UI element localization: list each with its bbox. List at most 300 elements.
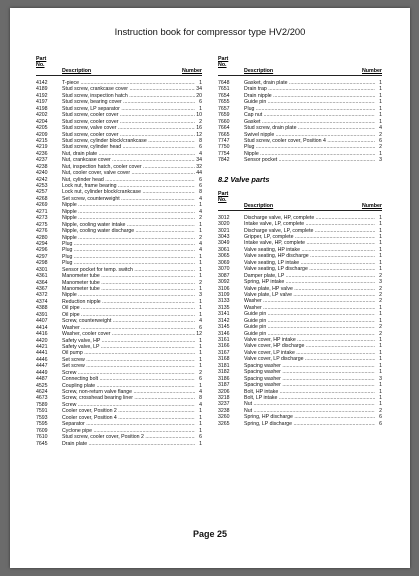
part-number: 4367: [36, 286, 48, 292]
part-description: Set screw .....: [62, 363, 195, 369]
part-number: 7595: [36, 421, 48, 428]
part-number: 4372: [36, 292, 48, 299]
part-quantity: 1: [379, 80, 382, 86]
part-number: 4273: [36, 215, 48, 222]
part-description: Plug .....: [244, 144, 375, 150]
part-number: 4142: [36, 80, 48, 86]
part-number: 4198: [36, 105, 48, 112]
document-page: [10, 8, 410, 568]
part-description: Connecting bolt .....: [62, 376, 195, 382]
part-description: Stud screw, cylinder block/crankcase .....: [62, 138, 195, 144]
part-description: Valve cover, LP discharge .....: [244, 356, 375, 362]
part-number: 4192: [36, 92, 48, 99]
header-description: Description: [244, 202, 274, 209]
part-number: 4268: [36, 195, 48, 202]
part-quantity: 2: [379, 285, 382, 292]
part-description: Stud screw, cooler cover, Position 4 .....: [244, 138, 375, 144]
part-number: 3206: [218, 388, 230, 395]
part-quantity: 1: [199, 337, 202, 344]
part-number: 4240: [36, 170, 48, 177]
section-title: 8.2 Valve parts: [218, 174, 270, 184]
part-number: 4420: [36, 337, 48, 344]
part-quantity: 8: [199, 137, 202, 144]
part-number: 4276: [36, 228, 48, 235]
part-quantity: 1: [379, 304, 382, 311]
part-description: Valve plate, HP valve .....: [244, 286, 375, 292]
part-number: 4374: [36, 298, 48, 305]
part-quantity: 1: [379, 214, 382, 221]
part-number: 3237: [218, 401, 230, 408]
part-quantity: 6: [199, 144, 202, 151]
part-number: 4215: [36, 137, 48, 144]
part-quantity: 1: [379, 234, 382, 240]
part-number: 3168: [218, 356, 230, 363]
parts-column-left: [36, 56, 202, 447]
part-description: Cooler cover, Position 4 .....: [62, 415, 195, 421]
part-quantity: 32: [196, 163, 202, 170]
part-quantity: 1: [379, 92, 382, 99]
parts-list-right: [218, 80, 382, 164]
part-description: Manometer tube .....: [62, 273, 195, 279]
header-description: Description: [62, 68, 92, 74]
part-description: Nipple .....: [244, 151, 375, 157]
parts-list-left: [36, 80, 202, 447]
part-quantity: 2: [379, 407, 382, 414]
part-description: Washer, cooler cover .....: [62, 331, 195, 337]
part-number: 7609: [36, 427, 48, 434]
part-description: Valve plate, LP valve .....: [244, 292, 375, 298]
page-title: Instruction book for compressor type HV2/200: [114, 26, 306, 37]
part-description: T-piece .....: [62, 80, 195, 86]
part-quantity: 1: [379, 253, 382, 260]
part-quantity: 1: [199, 260, 202, 267]
part-description: Guide pin .....: [244, 331, 375, 337]
part-description: Drain nipple .....: [244, 93, 375, 99]
part-quantity: 1: [379, 227, 382, 234]
part-description: Nut, crankcase cover .....: [62, 157, 195, 163]
part-number: 3187: [218, 382, 230, 389]
part-number: 3181: [218, 362, 230, 369]
part-description: Stud screw, drain plate .....: [244, 125, 375, 131]
part-number: 3167: [218, 349, 230, 356]
part-description: Bolt, LP intake .....: [244, 395, 375, 401]
part-number: 4391: [36, 311, 48, 318]
header-part-no: Part No.: [218, 190, 229, 203]
part-number: 7665: [218, 131, 230, 138]
part-number: 7589: [36, 401, 48, 408]
part-number: 4297: [36, 253, 48, 260]
part-description: Oil pump .....: [62, 350, 195, 356]
part-description: Guide pin .....: [244, 311, 375, 317]
part-description: Valve seating, HP intake .....: [244, 247, 375, 253]
part-quantity: 3: [379, 279, 382, 286]
part-quantity: 2: [379, 298, 382, 305]
part-quantity: 4: [199, 389, 202, 395]
part-quantity: 6: [379, 420, 382, 427]
part-description: Screw, crosshead bearing liner .....: [62, 395, 195, 401]
part-description: Stud screw, cylinder head .....: [62, 144, 195, 150]
part-number: 3218: [218, 394, 230, 401]
part-quantity: 2: [379, 144, 382, 151]
part-description: Stud screw, LP separator .....: [62, 106, 195, 112]
part-quantity: 1: [379, 150, 382, 157]
part-number: 4219: [36, 144, 48, 151]
part-number: 4487: [36, 376, 48, 383]
part-number: 3087: [218, 272, 230, 279]
part-quantity: 1: [199, 228, 202, 235]
part-quantity: 1: [199, 80, 202, 86]
part-number: 7754: [218, 150, 230, 157]
part-description: Discharge valve, LP, complete .....: [244, 228, 375, 234]
part-number: 4296: [36, 247, 48, 254]
part-number: 3061: [218, 246, 230, 253]
part-quantity: 1: [379, 388, 382, 395]
part-description: Gripper, LP, complete .....: [244, 234, 375, 240]
part-quantity: 1: [199, 266, 202, 273]
part-number: 4197: [36, 99, 48, 106]
part-number: 3141: [218, 311, 230, 318]
part-number: 3265: [218, 420, 230, 427]
part-number: 3145: [218, 324, 230, 331]
part-number: 4414: [36, 324, 48, 331]
part-quantity: 4: [199, 195, 202, 202]
part-number: 7660: [218, 118, 230, 125]
part-description: Coupling plate .....: [62, 383, 195, 389]
part-description: Nut, drain plate .....: [62, 151, 195, 157]
part-description: Washer .....: [244, 305, 375, 311]
part-number: 7655: [218, 99, 230, 106]
part-quantity: 1: [199, 298, 202, 305]
part-number: 4204: [36, 118, 48, 125]
part-description: Plug .....: [62, 254, 195, 260]
part-description: Washer .....: [62, 325, 195, 331]
part-description: Nipple .....: [62, 209, 195, 215]
part-number: 4275: [36, 221, 48, 228]
part-number: 4209: [36, 131, 48, 138]
part-number: 3146: [218, 330, 230, 337]
part-quantity: 1: [379, 311, 382, 318]
part-number: 4673: [36, 395, 48, 402]
part-quantity: 3: [199, 292, 202, 299]
part-description: Nipple .....: [62, 292, 195, 298]
part-quantity: 8: [199, 395, 202, 402]
header-description: Description: [244, 68, 274, 74]
part-description: Stud screw, inspection hatch .....: [62, 93, 195, 99]
part-number: 4269: [36, 202, 48, 209]
part-description: Set screw .....: [62, 357, 195, 363]
part-quantity: 1: [379, 349, 382, 356]
part-number: 3109: [218, 291, 230, 298]
part-quantity: 1: [379, 343, 382, 350]
part-quantity: 1: [379, 394, 382, 401]
part-description: Spring, LP discharge .....: [244, 421, 375, 427]
part-quantity: 1: [379, 362, 382, 369]
part-number: 4446: [36, 356, 48, 363]
part-description: Swivel nipple .....: [244, 132, 375, 138]
part-quantity: 1: [199, 221, 202, 228]
page-number: Page 25: [192, 529, 228, 539]
part-quantity: 4: [199, 208, 202, 215]
part-description: Drain plate .....: [62, 441, 195, 447]
part-number: 3069: [218, 259, 230, 266]
part-description: Valve cover, HP discharge .....: [244, 343, 375, 349]
part-description: Spring, HP intake .....: [244, 279, 375, 285]
part-number: 3065: [218, 253, 230, 260]
parts-row: [218, 157, 382, 163]
part-quantity: 4: [199, 401, 202, 408]
part-quantity: 1: [199, 440, 202, 447]
part-quantity: 2: [379, 330, 382, 337]
part-quantity: 1: [379, 112, 382, 119]
part-quantity: 16: [196, 125, 202, 132]
header-number: Number: [181, 68, 202, 74]
part-number: 4407: [36, 318, 48, 325]
parts-row: [36, 441, 202, 447]
part-quantity: 1: [199, 273, 202, 280]
part-description: Oil pipe .....: [62, 312, 195, 318]
part-number: 4271: [36, 208, 48, 215]
part-description: Nipple .....: [62, 202, 195, 208]
part-description: Screw .....: [62, 370, 195, 376]
part-quantity: 10: [196, 112, 202, 119]
part-quantity: 1: [379, 356, 382, 363]
part-number: 4280: [36, 234, 48, 241]
part-description: Nipple, cooling water intake .....: [62, 222, 195, 228]
part-quantity: 1: [199, 350, 202, 357]
part-quantity: 1: [199, 311, 202, 318]
part-description: Stud screw, bearing cover .....: [62, 99, 195, 105]
header-number: Number: [361, 202, 382, 209]
part-number: 3020: [218, 221, 230, 228]
part-description: Stud screw, crankcase cover .....: [62, 86, 195, 92]
part-quantity: 1: [199, 356, 202, 363]
part-quantity: 6: [199, 434, 202, 441]
part-number: 3238: [218, 407, 230, 414]
part-quantity: 8: [199, 189, 202, 196]
part-quantity: 6: [199, 99, 202, 106]
part-quantity: 1: [199, 382, 202, 389]
part-description: Valve cover, HP intake .....: [244, 337, 375, 343]
part-description: Plug .....: [244, 106, 375, 112]
part-description: Guide pin .....: [244, 324, 375, 330]
part-description: Spacing washer .....: [244, 363, 375, 369]
part-description: Gasket, drain plate .....: [244, 80, 375, 86]
part-description: Sensor pocket .....: [244, 157, 375, 163]
part-description: Stud screw, cooler cover .....: [62, 119, 195, 125]
part-number: 4189: [36, 86, 48, 93]
part-number: 4388: [36, 305, 48, 312]
part-quantity: 1: [379, 369, 382, 376]
part-quantity: 6: [199, 376, 202, 383]
part-number: 4238: [36, 163, 48, 170]
part-description: Stud screw, cooler cover .....: [62, 112, 195, 118]
table-header: [218, 56, 382, 76]
part-description: Plug .....: [62, 241, 195, 247]
part-number: 3161: [218, 337, 230, 343]
part-quantity: 1: [199, 427, 202, 434]
part-description: Valve cover, LP intake .....: [244, 350, 375, 356]
part-description: Stud screw, valve cover .....: [62, 125, 195, 131]
part-number: 3070: [218, 266, 230, 273]
part-number: 3012: [218, 214, 230, 221]
part-number: 4205: [36, 125, 48, 132]
part-quantity: 1: [379, 86, 382, 93]
part-description: Intake valve, LP, complete .....: [244, 221, 375, 227]
part-number: 7747: [218, 137, 230, 144]
part-quantity: 4: [199, 247, 202, 254]
part-description: Oil pipe .....: [62, 305, 195, 311]
part-number: 7645: [36, 440, 48, 447]
part-number: 3260: [218, 414, 230, 421]
part-quantity: 12: [196, 331, 202, 338]
part-number: 3182: [218, 369, 230, 376]
part-quantity: 1: [199, 105, 202, 112]
part-number: 3186: [218, 375, 230, 382]
header-number: Number: [361, 68, 382, 74]
parts-row: [218, 421, 382, 427]
part-description: Screw, counterweight .....: [62, 318, 195, 324]
part-description: Set screw, counterweight .....: [62, 196, 195, 202]
part-description: Spring, HP discharge .....: [244, 414, 375, 420]
part-quantity: 2: [379, 131, 382, 138]
part-quantity: 1: [379, 401, 382, 408]
part-quantity: 6: [199, 176, 202, 183]
part-number: 7591: [36, 408, 48, 415]
part-description: Nut, inspection hatch, cooler cover .....: [62, 164, 195, 170]
part-description: Nipple .....: [62, 235, 195, 241]
part-number: 7659: [218, 112, 230, 119]
part-number: 4301: [36, 266, 48, 273]
part-description: Lock nut, cylinder block/crankcase .....: [62, 189, 195, 195]
part-number: 3049: [218, 240, 230, 247]
part-quantity: 2: [379, 291, 382, 298]
part-quantity: 1: [199, 305, 202, 312]
part-quantity: 1: [379, 337, 382, 343]
part-number: 3043: [218, 234, 230, 240]
part-description: Separator .....: [62, 421, 195, 427]
part-number: 3135: [218, 304, 230, 311]
part-description: Safety valve, LP .....: [62, 344, 195, 350]
part-quantity: 1: [199, 363, 202, 370]
part-number: 4525: [36, 382, 48, 389]
valve-table-header: [218, 191, 382, 211]
part-description: Spacing washer .....: [244, 382, 375, 388]
part-quantity: 4: [199, 318, 202, 325]
part-quantity: 1: [379, 240, 382, 247]
table-header: [36, 56, 202, 76]
part-description: Screw, non-return valve flange .....: [62, 389, 195, 395]
part-quantity: 34: [196, 157, 202, 164]
part-quantity: 1: [199, 202, 202, 209]
part-description: Nipple .....: [62, 215, 195, 221]
part-description: Manometer tube .....: [62, 280, 195, 286]
part-description: Spacing washer .....: [244, 376, 375, 382]
part-description: Bolt, HP intake .....: [244, 389, 375, 395]
part-number: 4298: [36, 260, 48, 267]
header-part-no: Part No.: [218, 56, 229, 68]
part-quantity: 2: [379, 324, 382, 331]
part-description: Screw .....: [62, 402, 195, 408]
part-number: 4257: [36, 189, 48, 196]
part-number: 3021: [218, 227, 230, 234]
part-quantity: 1: [199, 414, 202, 421]
part-description: Cap nut .....: [244, 112, 375, 118]
part-number: 4294: [36, 240, 48, 247]
part-number: 3142: [218, 317, 230, 324]
part-quantity: 2: [199, 118, 202, 125]
part-quantity: 2: [199, 279, 202, 286]
part-quantity: 1: [379, 317, 382, 324]
part-quantity: 3: [379, 375, 382, 382]
part-number: 7593: [36, 414, 48, 421]
part-number: 4237: [36, 157, 48, 164]
part-number: 3133: [218, 298, 230, 305]
part-description: Valve seating, LP intake .....: [244, 260, 375, 266]
part-description: Spacing washer .....: [244, 369, 375, 375]
part-description: Sensor pocket for temp. switch .....: [62, 267, 195, 273]
part-quantity: 1: [199, 408, 202, 415]
part-description: Valve seating, HP discharge .....: [244, 253, 375, 259]
part-description: Guide pin .....: [244, 99, 375, 105]
part-description: Nipple, cooling water discharge .....: [62, 228, 195, 234]
part-quantity: 1: [199, 286, 202, 292]
part-number: 7651: [218, 86, 230, 93]
part-quantity: 12: [196, 131, 202, 138]
part-description: Nut, cylinder head .....: [62, 177, 195, 183]
part-number: 7648: [218, 80, 230, 86]
part-quantity: 6: [379, 137, 382, 144]
part-quantity: 1: [199, 343, 202, 350]
header-part-no: Part No.: [36, 56, 47, 68]
part-number: 3106: [218, 285, 230, 292]
part-number: 4202: [36, 112, 48, 119]
part-description: Stud screw, cooler cover .....: [62, 132, 195, 138]
part-number: 7750: [218, 144, 230, 151]
part-number: 4361: [36, 273, 48, 280]
part-number: 7654: [218, 92, 230, 99]
part-quantity: 2: [199, 369, 202, 376]
part-description: Washer .....: [244, 298, 375, 304]
part-description: Intake valve, HP, complete .....: [244, 240, 375, 246]
part-quantity: 44: [196, 170, 202, 177]
part-description: Nut .....: [244, 401, 375, 407]
part-number: 4421: [36, 343, 48, 350]
part-description: Valve seating, LP discharge .....: [244, 266, 375, 272]
part-description: Discharge valve, HP, complete .....: [244, 215, 375, 221]
part-number: 4364: [36, 279, 48, 286]
parts-column-right: [218, 56, 382, 427]
part-quantity: 2: [199, 234, 202, 241]
part-number: 4253: [36, 183, 48, 189]
part-description: Nut .....: [244, 408, 375, 414]
part-description: Gasket .....: [244, 119, 375, 125]
part-number: 4242: [36, 176, 48, 183]
part-number: 4236: [36, 150, 48, 157]
part-quantity: 34: [196, 86, 202, 93]
part-quantity: 1: [199, 421, 202, 428]
part-number: 7842: [218, 157, 230, 164]
part-quantity: 1: [379, 259, 382, 266]
part-description: Cyclone pipe .....: [62, 428, 195, 434]
part-quantity: 4: [379, 125, 382, 132]
part-description: Cooler cover, Position 2 .....: [62, 408, 195, 414]
part-quantity: 6: [199, 183, 202, 189]
part-quantity: 4: [199, 150, 202, 157]
part-quantity: 1: [199, 253, 202, 260]
part-quantity: 1: [379, 105, 382, 112]
part-quantity: 1: [379, 246, 382, 253]
part-number: 7610: [36, 434, 48, 441]
